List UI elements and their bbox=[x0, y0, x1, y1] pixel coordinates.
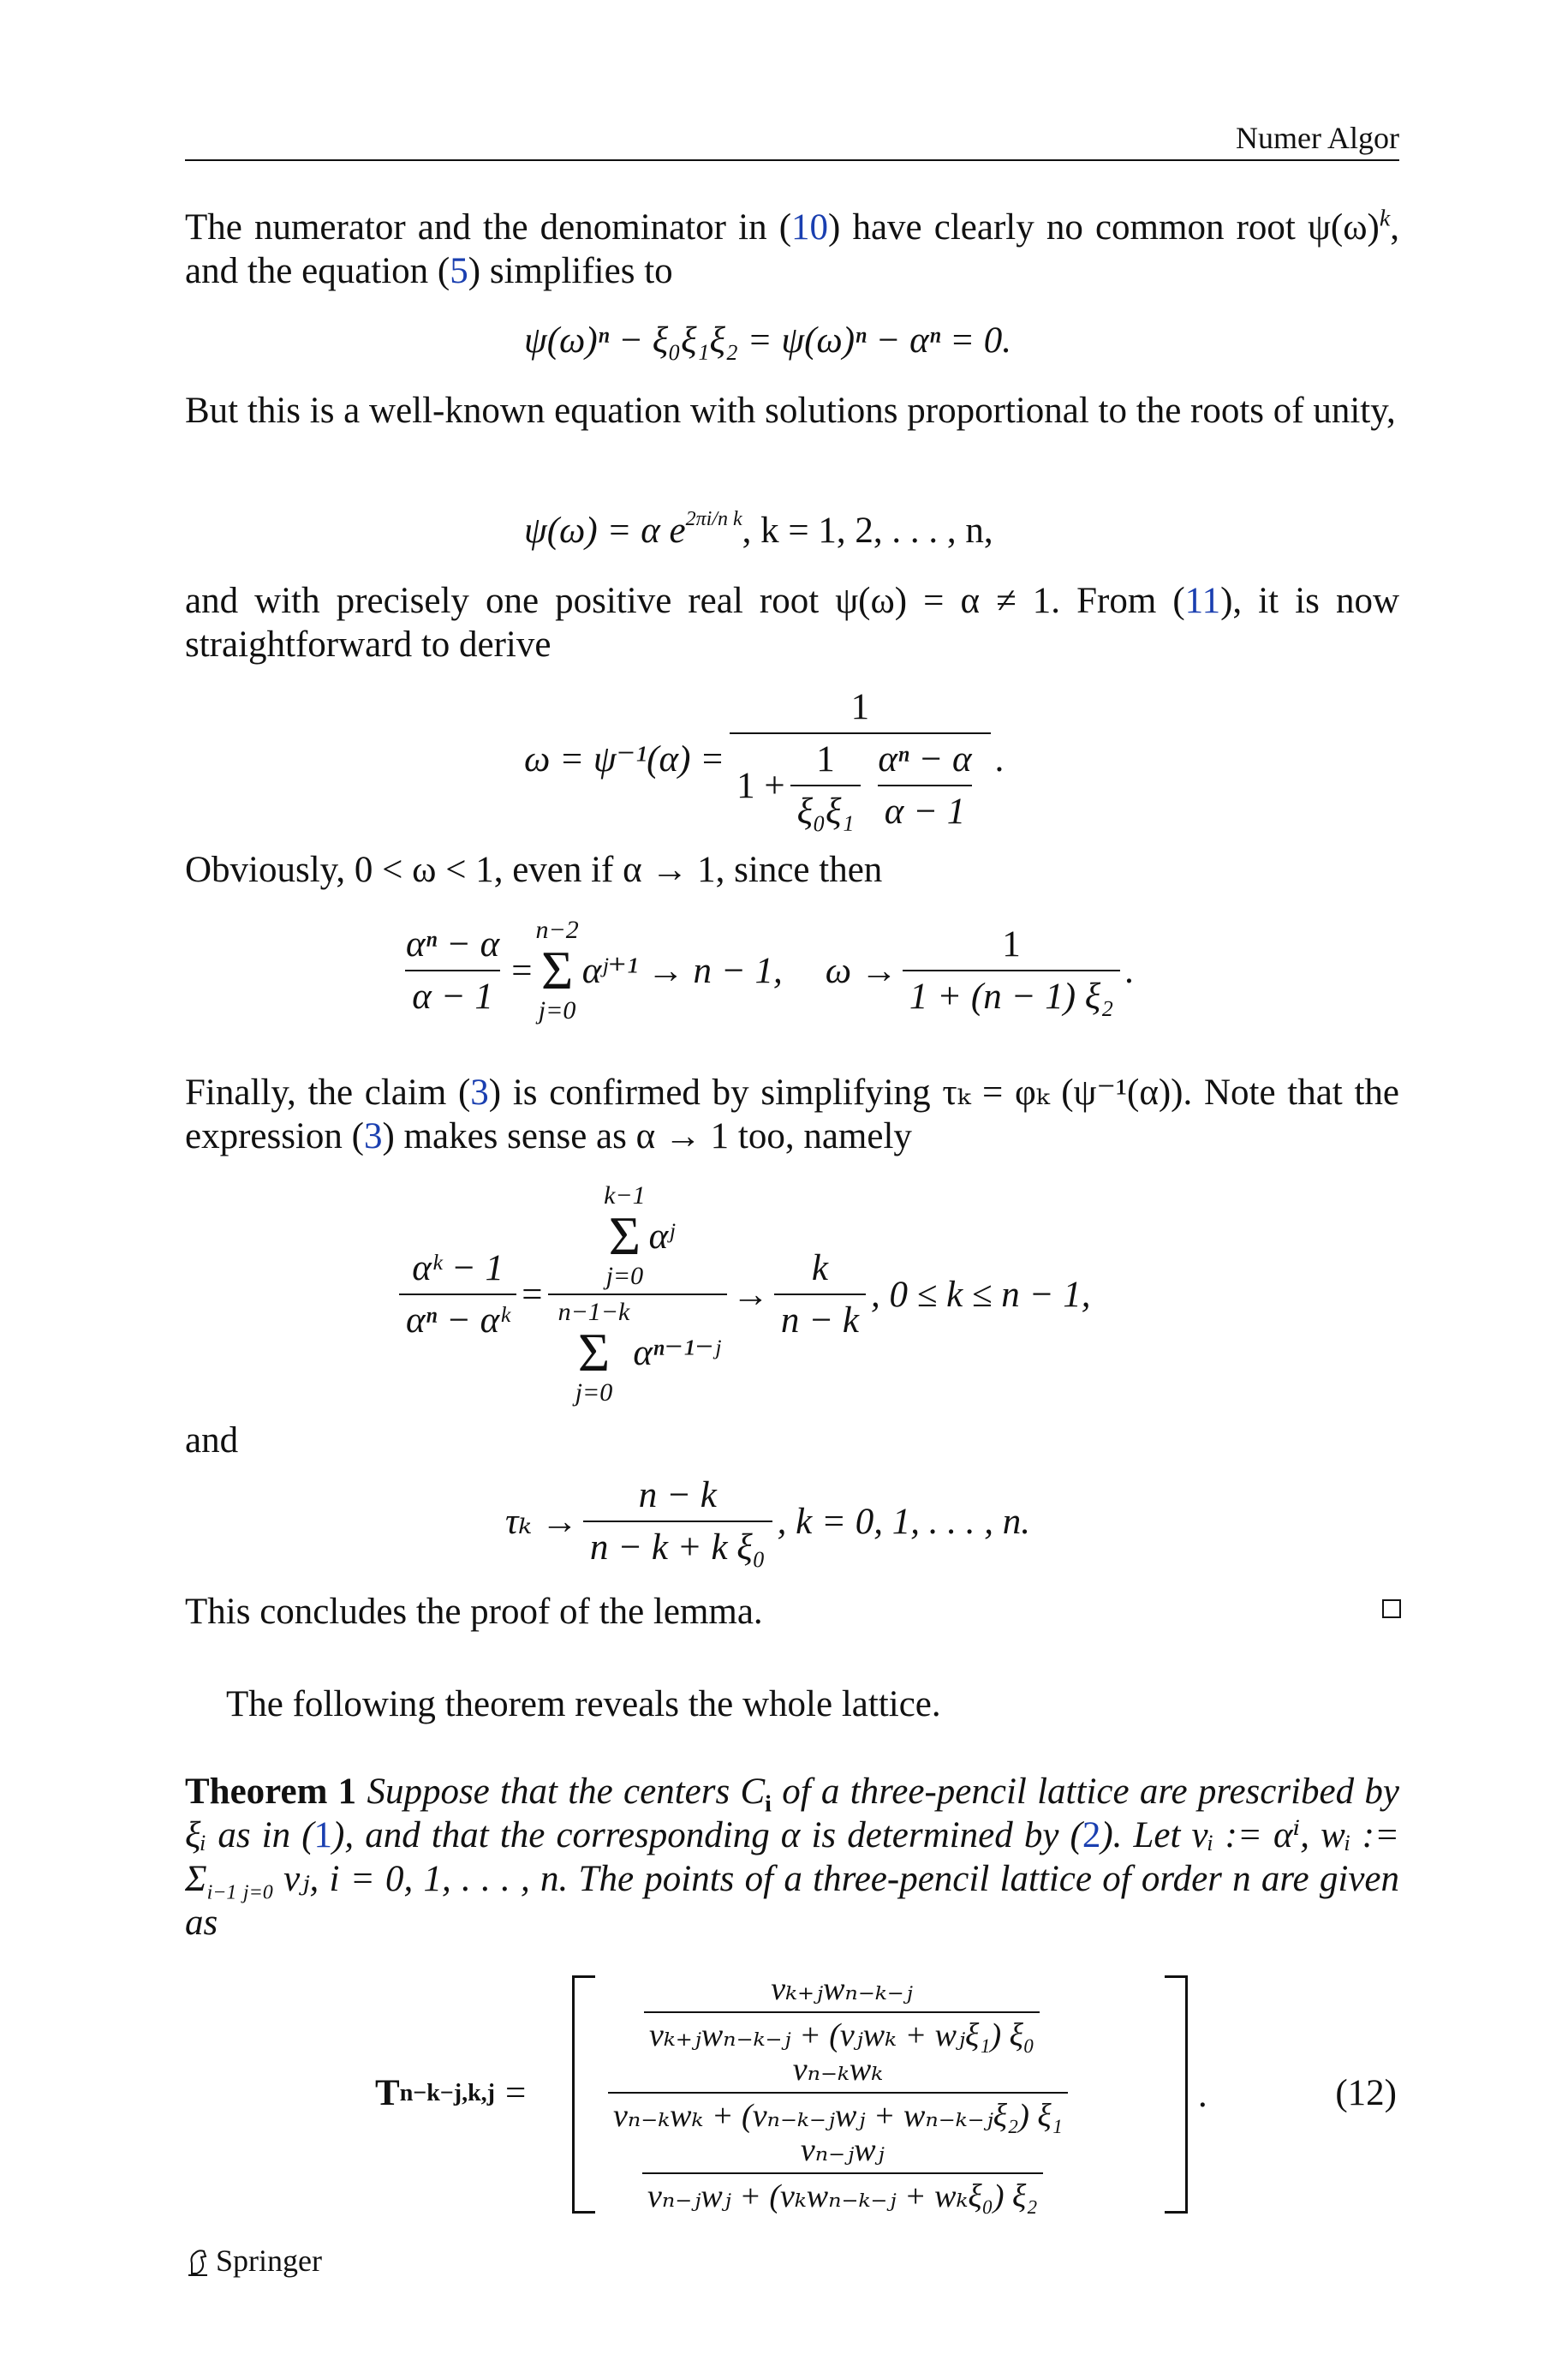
ref-3b[interactable]: 3 bbox=[363, 1116, 383, 1156]
sum-fraction: k−1 Σ j=0 αʲ n−1−k Σ j=0 αⁿ⁻¹⁻ʲ bbox=[548, 1182, 727, 1407]
matrix-right-bracket bbox=[1165, 1975, 1188, 2214]
ref-3[interactable]: 3 bbox=[470, 1072, 489, 1113]
paragraph-6: and bbox=[185, 1420, 239, 1461]
ref-5[interactable]: 5 bbox=[450, 251, 468, 291]
equation-3: ω = ψ⁻¹(α) = 1 1 + $\frac{1}{\text{ξ₀ξ₁}}$ $\frac{\text{αⁿ − α}}{\alpha - 1}$ . bbox=[524, 687, 1005, 832]
paragraph-3: and with precisely one positive real root ψ(ω) = α ≠ 1. From (11), it is now straightforward to derive bbox=[185, 581, 1400, 665]
equation-5: $\frac{\text{αᵏ − 1}}{\text{αⁿ − αᵏ}}$ = k−1 Σ j=0 αʲ n−1−k Σ j=0 αⁿ⁻¹⁻ʲ → $\frac{k}{n - k}$ , 0 ≤ k ≤ n − 1, bbox=[394, 1182, 1091, 1407]
vector-row-3: vₙ₋ⱼwⱼ vₙ₋ⱼwⱼ + (vₖwₙ₋ₖ₋ⱼ + wₖξ₀) ξ₂ bbox=[642, 2131, 1043, 2215]
equation-6: τₖ → $\frac{n - k}{\text{n − k + k ξ₀}}$ , k = 0, 1, . . . , n. bbox=[505, 1475, 1031, 1568]
matrix-left-bracket bbox=[572, 1975, 595, 2214]
paragraph-4: Obviously, 0 < ω < 1, even if α → 1, since then bbox=[185, 850, 883, 890]
paragraph-7: This concludes the proof of the lemma. bbox=[185, 1592, 763, 1632]
equation-12-period: . bbox=[1199, 2075, 1208, 2115]
sum-symbol: n−2 Σ j=0 bbox=[535, 916, 579, 1025]
paragraph-8: The following theorem reveals the whole lattice. bbox=[226, 1684, 941, 1724]
ref-2[interactable]: 2 bbox=[1082, 1815, 1101, 1855]
paragraph-1: The numerator and the denominator in (10) have clearly no common root $\psi(\omega)^k$, and the equation (5) simplifies to bbox=[185, 205, 1399, 291]
ref-10[interactable]: 10 bbox=[791, 207, 829, 248]
footer-publisher: Springer bbox=[185, 2239, 322, 2283]
equation-number-12: (12) bbox=[1335, 2073, 1397, 2113]
qed-symbol bbox=[1382, 1599, 1401, 1618]
equation-2: ψ(ω) = α e $^{2\pi i/n k}$ , k = 1, 2, . . . , n, bbox=[524, 507, 993, 551]
springer-horse-icon bbox=[185, 2246, 211, 2277]
paragraph-2: But this is a well-known equation with solutions proportional to the roots of unity, bbox=[185, 391, 1396, 431]
header-rule bbox=[185, 159, 1399, 161]
equation-1: ψ(ω)ⁿ − ξ₀ξ₁ξ₂ = ψ(ω)ⁿ − αⁿ = 0. bbox=[524, 320, 1012, 361]
equation-12-lhs: T n−k−j,k,j = bbox=[375, 2073, 527, 2113]
vector-row-2: vₙ₋ₖwₖ vₙ₋ₖwₖ + (vₙ₋ₖ₋ⱼwⱼ + wₙ₋ₖ₋ⱼξ₂) ξ₁ bbox=[608, 2051, 1068, 2135]
journal-name: Numer Algor bbox=[1236, 121, 1399, 155]
vector-row-1: vₖ₊ⱼwₙ₋ₖ₋ⱼ vₖ₊ⱼwₙ₋ₖ₋ⱼ + (vⱼwₖ + wⱼξ₁) ξ₀ bbox=[644, 1970, 1040, 2054]
theorem-1: Theorem 1 Suppose that the centers $C_i$ of a three-pencil lattice are prescribed by ξᵢ as in (1), and that the corresponding α is determined by (2). Let vᵢ := αⁱ, wᵢ := $\Sigma_{i-1 j=0}$ vⱼ, i = 0, 1, . . . , n. The points of a three-pencil lattice of order n are given as bbox=[185, 1772, 1400, 1943]
ref-1[interactable]: 1 bbox=[313, 1815, 333, 1855]
equation-4: $\frac{\text{αⁿ − α}}{\alpha - 1}$ = n−2 Σ j=0 αʲ⁺¹ → n − 1, ω → $\frac{1}{\text{1 + (n − 1) ξ₂}}$ . bbox=[406, 916, 1135, 1025]
ref-11[interactable]: 11 bbox=[1184, 581, 1221, 621]
paragraph-5: Finally, the claim (3) is confirmed by simplifying τₖ = φₖ (ψ⁻¹(α)). Note that the expression (3) makes sense as α → 1 too, namely bbox=[185, 1072, 1399, 1156]
omega-fraction: 1 1 + $\frac{1}{\text{ξ₀ξ₁}}$ $\frac{\text{αⁿ − α}}{\alpha - 1}$ bbox=[730, 685, 990, 833]
